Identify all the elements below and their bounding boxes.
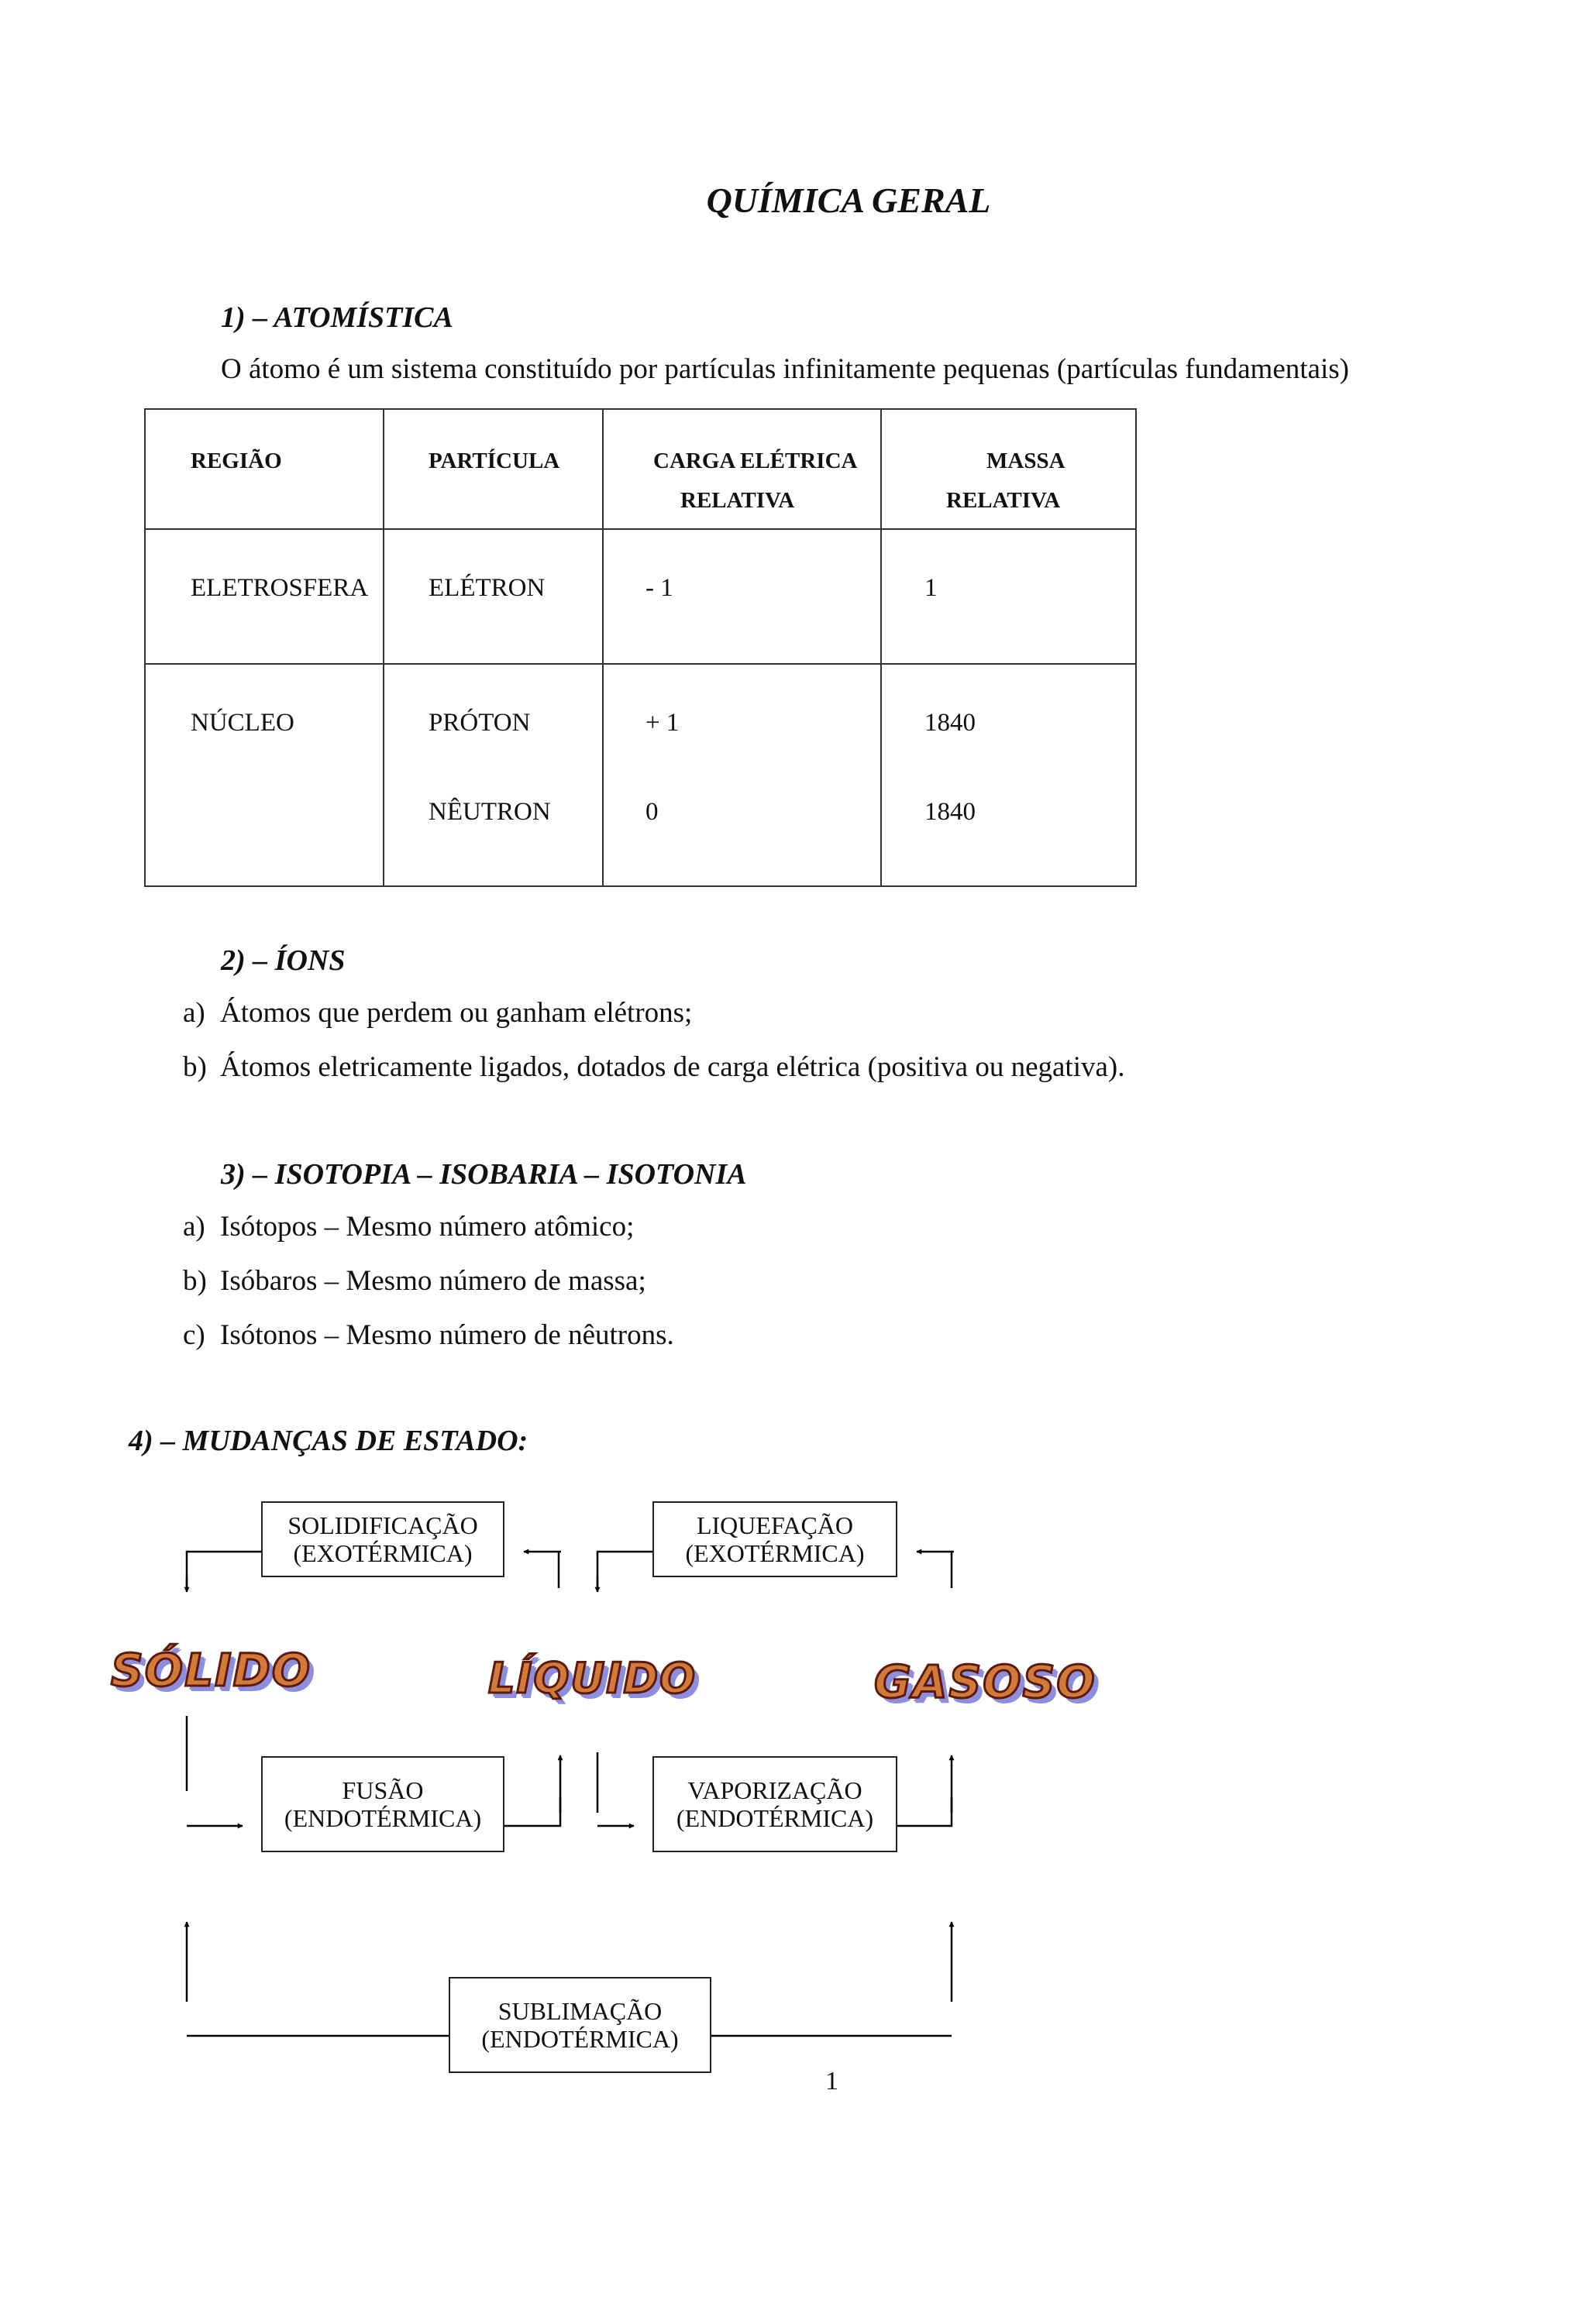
connector-line <box>504 1797 560 1826</box>
connector-line <box>897 1797 952 1826</box>
section-1-intro: O átomo é um sistema constituído por partículas infinitamente pequenas (partículas fundamentais) <box>221 353 1349 385</box>
header-massa-line1: MASSA <box>986 449 1065 473</box>
header-regiao: REGIÃO <box>191 449 282 473</box>
section-4-heading: 4) – MUDANÇAS DE ESTADO: <box>129 1425 528 1457</box>
table-cell: NÊUTRON <box>429 798 551 826</box>
table-cell: 1840 <box>924 798 976 826</box>
table-cell: ELETROSFERA <box>191 574 369 602</box>
box-fusao: FUSÃO (ENDOTÉRMICA) <box>261 1756 504 1852</box>
list-item: c) Isótonos – Mesmo número de nêutrons. <box>183 1319 674 1351</box>
box-solidificacao: SOLIDIFICAÇÃO (EXOTÉRMICA) <box>261 1501 504 1577</box>
connector-line <box>187 1552 261 1588</box>
header-massa-line2: RELATIVA <box>946 488 1061 513</box>
table-cell: - 1 <box>645 574 673 602</box>
list-item: a) Átomos que perdem ou ganham elétrons; <box>183 997 693 1029</box>
page-number: 1 <box>825 2067 838 2095</box>
state-gasoso: GASOSO <box>874 1655 1096 1708</box>
section-2-heading: 2) – ÍONS <box>221 944 346 977</box>
page-title: QUÍMICA GERAL <box>706 180 991 220</box>
list-item: b) Isóbaros – Mesmo número de massa; <box>183 1265 646 1297</box>
connector-line <box>597 1552 652 1588</box>
section-1-heading: 1) – ATOMÍSTICA <box>221 301 453 334</box>
table-cell: 1 <box>924 574 938 602</box>
table-cell: NÚCLEO <box>191 709 294 737</box>
box-liquefacao: LIQUEFAÇÃO (EXOTÉRMICA) <box>652 1501 897 1577</box>
section-3-heading: 3) – ISOTOPIA – ISOBARIA – ISOTONIA <box>221 1158 747 1191</box>
table-cell: + 1 <box>645 709 680 737</box>
state-solido: SÓLIDO <box>111 1644 312 1697</box>
list-item: a) Isótopos – Mesmo número atômico; <box>183 1211 635 1243</box>
box-vaporizacao: VAPORIZAÇÃO (ENDOTÉRMICA) <box>652 1756 897 1852</box>
state-liquido: LÍQUIDO <box>488 1654 697 1703</box>
list-item: b) Átomos eletricamente ligados, dotados de carga elétrica (positiva ou negativa). <box>183 1051 1125 1083</box>
table-cell: PRÓTON <box>429 709 531 737</box>
table-cell: 1840 <box>924 709 976 737</box>
header-carga-line2: RELATIVA <box>680 488 795 513</box>
table-cell: ELÉTRON <box>429 574 546 602</box>
table-cell: 0 <box>645 798 659 826</box>
box-sublimacao: SUBLIMAÇÃO (ENDOTÉRMICA) <box>449 1977 711 2073</box>
header-carga-line1: CARGA ELÉTRICA <box>653 449 858 473</box>
header-particula: PARTÍCULA <box>429 449 560 473</box>
